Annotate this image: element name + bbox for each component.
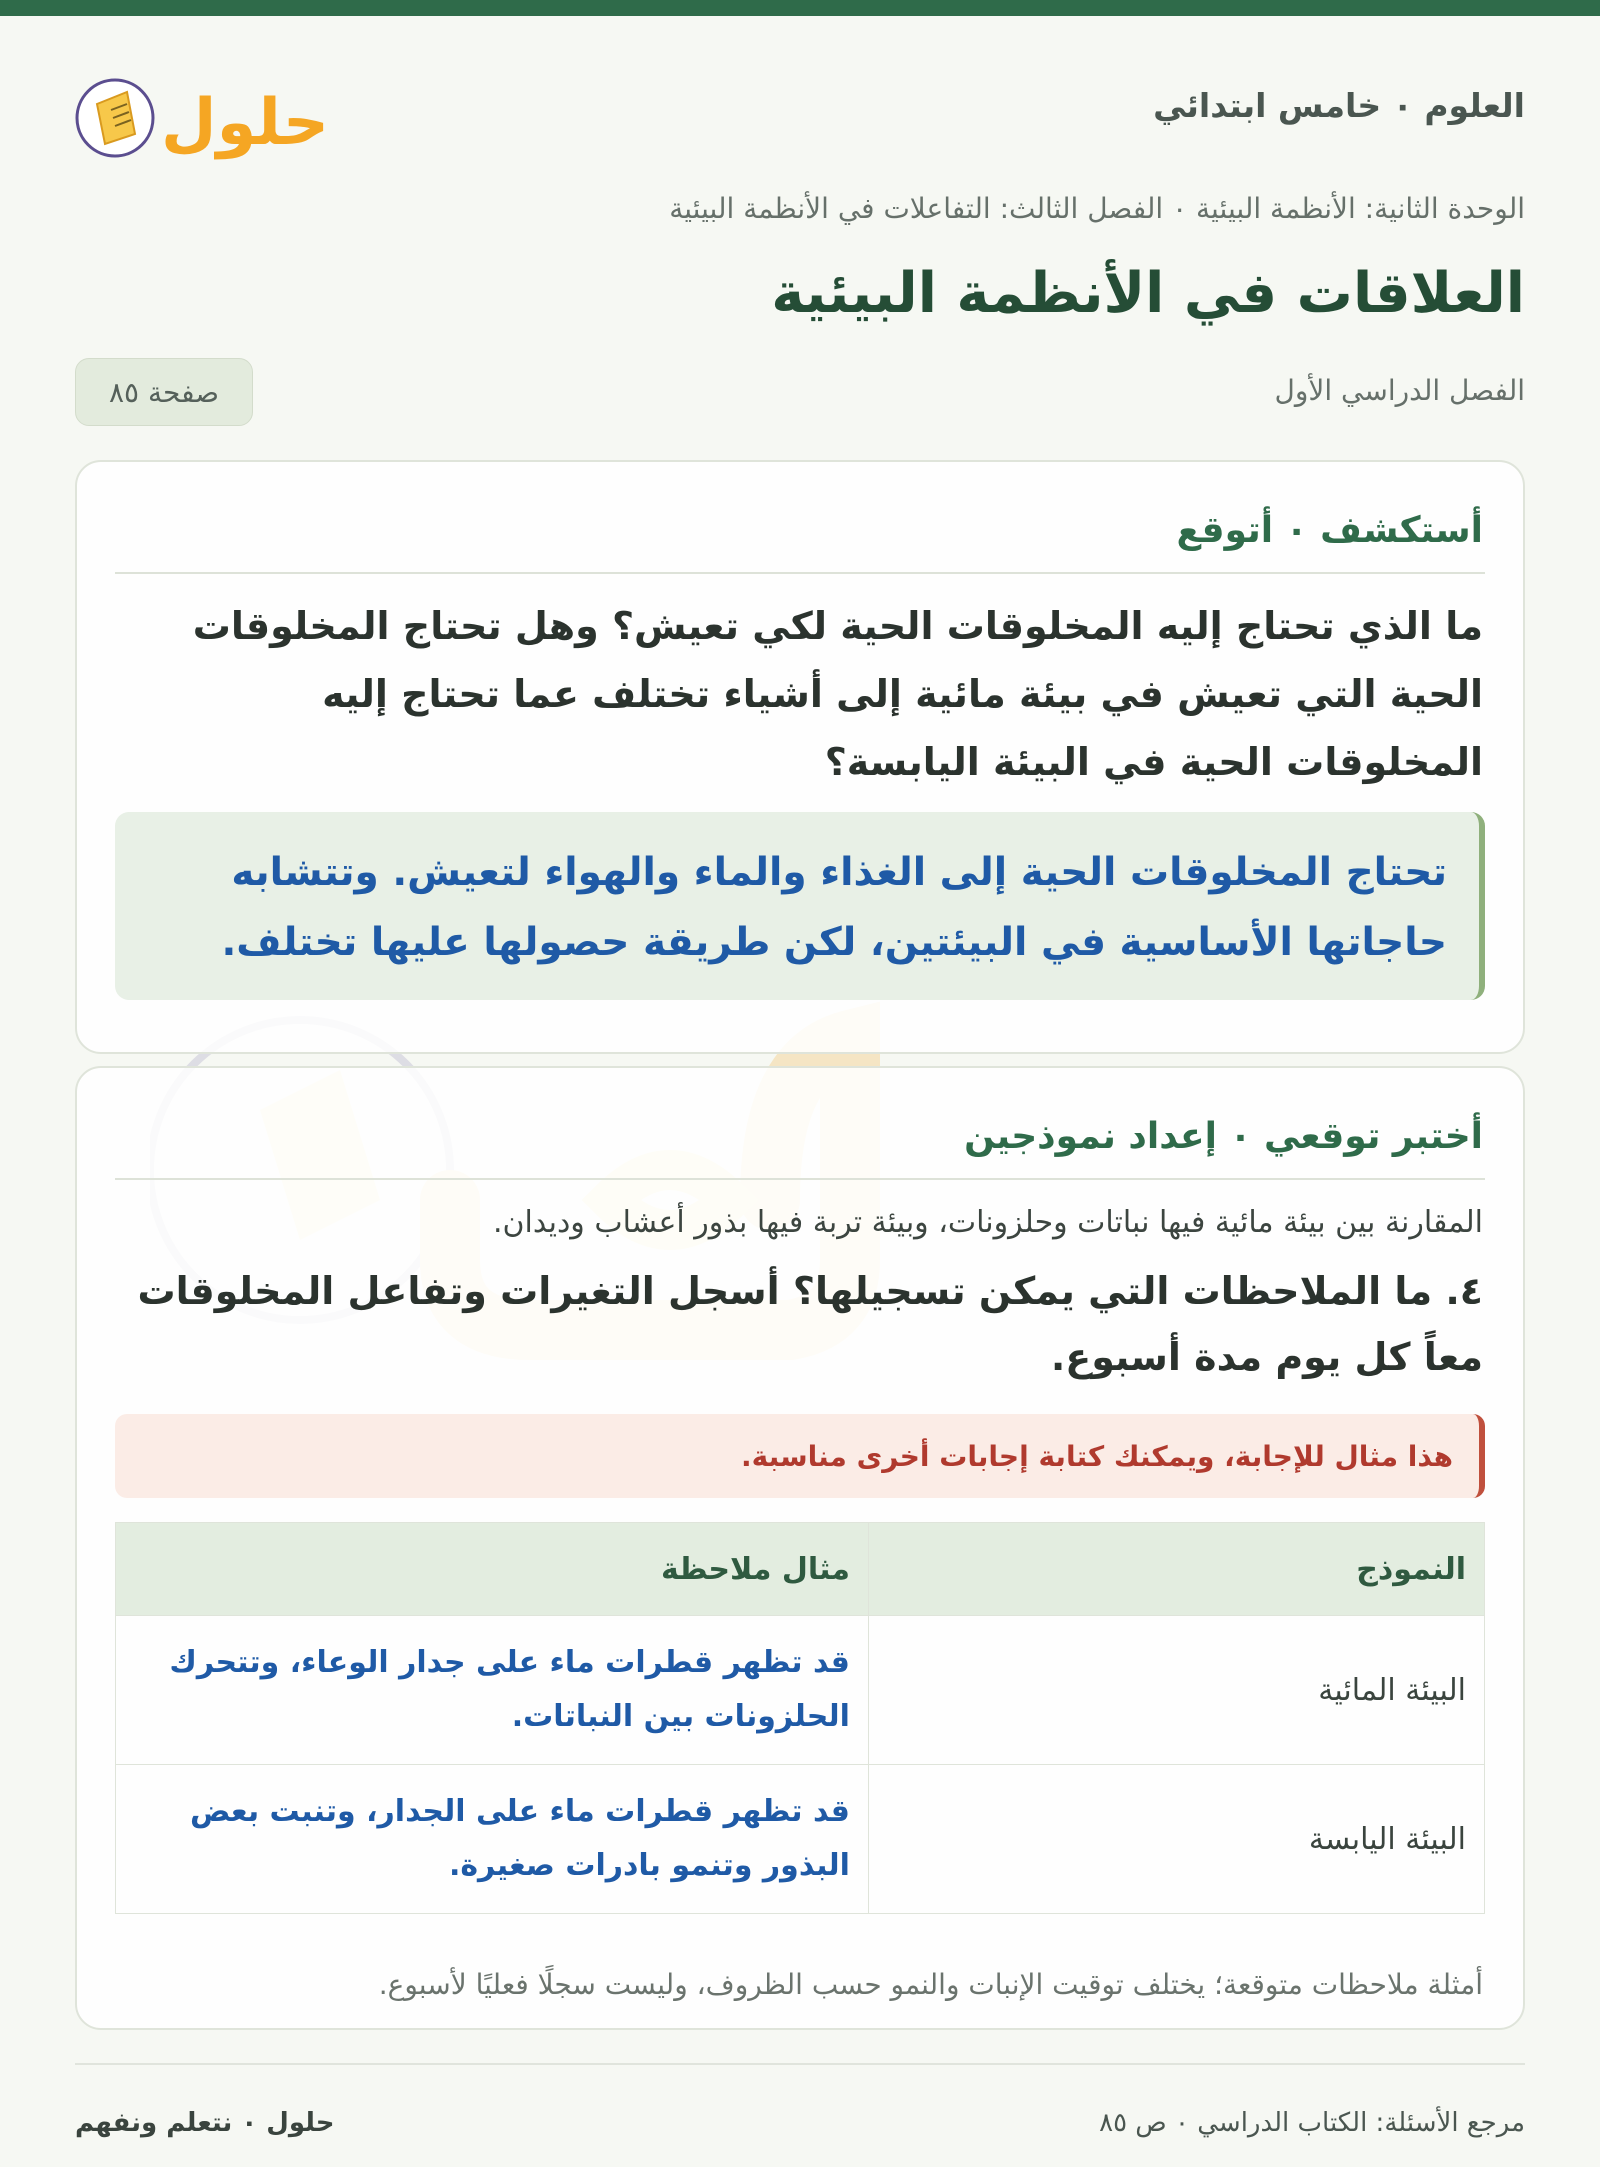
subject-label: العلوم ٠ خامس ابتدائي bbox=[1153, 86, 1525, 125]
hulul-logo[interactable] bbox=[75, 56, 340, 176]
footnote: أمثلة ملاحظات متوقعة؛ يختلف توقيت الإنبات والنمو حسب الظروف، وليست سجلًا فعليًا لأسبوع. bbox=[378, 1968, 1483, 2001]
table-header-row bbox=[116, 1523, 1485, 1616]
page-header bbox=[75, 16, 1525, 191]
breadcrumb: الوحدة الثانية: الأنظمة البيئية ٠ الفصل الثالث: التفاعلات في الأنظمة البيئية bbox=[669, 192, 1525, 225]
page-content bbox=[75, 16, 1525, 2167]
note-text: هذا مثال للإجابة، ويمكنك كتابة إجابات أخرى مناسبة. bbox=[741, 1439, 1453, 1473]
question-4: ٤. ما الملاحظات التي يمكن تسجيلها؟ أسجل التغيرات وتفاعل المخلوقات معاً كل يوم مدة أسبوع. bbox=[137, 1269, 1483, 1379]
test-description: المقارنة بين بيئة مائية فيها نباتات وحلزونات، وبيئة تربة فيها بذور أعشاب وديدان. bbox=[492, 1205, 1483, 1240]
explore-answer: تحتاج المخلوقات الحية إلى الغذاء والماء والهواء لتعيش. وتتشابه حاجاتها الأساسية في البيئتين، لكن طريقة حصولها عليها تختلف. bbox=[221, 850, 1447, 965]
column-header-example: مثال ملاحظة bbox=[116, 1523, 869, 1616]
table-row bbox=[116, 1616, 1485, 1765]
test-card bbox=[75, 1066, 1525, 2030]
footer-reference: مرجع الأسئلة: الكتاب الدراسي ٠ ص ٨٥ bbox=[1099, 2108, 1525, 2138]
answer-box bbox=[115, 812, 1485, 1000]
table-row bbox=[116, 1765, 1485, 1914]
footer-divider bbox=[75, 2063, 1525, 2065]
table-cell-example: قد تظهر قطرات ماء على الجدار، وتنبت بعض البذور وتنمو بادرات صغيرة. bbox=[116, 1765, 869, 1914]
divider bbox=[115, 1178, 1485, 1180]
test-heading: أختبر توقعي ٠ إعداد نموذجين bbox=[964, 1116, 1483, 1157]
page-title: العلاقات في الأنظمة البيئية bbox=[771, 261, 1525, 326]
footer-brand: حلول ٠ نتعلم ونفهم bbox=[75, 2108, 335, 2138]
explore-card bbox=[75, 460, 1525, 1054]
page-number-badge: صفحة ٨٥ bbox=[75, 358, 253, 426]
table-cell-model: البيئة المائية bbox=[868, 1616, 1484, 1765]
divider bbox=[115, 572, 1485, 574]
explore-heading: أستكشف ٠ أتوقع bbox=[1176, 510, 1483, 551]
table-cell-example: قد تظهر قطرات ماء على جدار الوعاء، وتتحرك الحلزونات بين النباتات. bbox=[116, 1616, 869, 1765]
explore-question: ما الذي تحتاج إليه المخلوقات الحية لكي تعيش؟ وهل تحتاج المخلوقات الحية التي تعيش في بيئة مائية إلى أشياء تختلف عما تحتاج إليه المخلوقات الحية في البيئة اليابسة؟ bbox=[192, 604, 1483, 784]
table-cell-model: البيئة اليابسة bbox=[868, 1765, 1484, 1914]
top-accent-bar bbox=[0, 0, 1600, 16]
column-header-model: النموذج bbox=[868, 1523, 1484, 1616]
logo-text: حلول bbox=[161, 86, 329, 160]
note-box bbox=[115, 1414, 1485, 1498]
semester-label: الفصل الدراسي الأول bbox=[1274, 374, 1525, 407]
observations-table bbox=[115, 1522, 1485, 1914]
